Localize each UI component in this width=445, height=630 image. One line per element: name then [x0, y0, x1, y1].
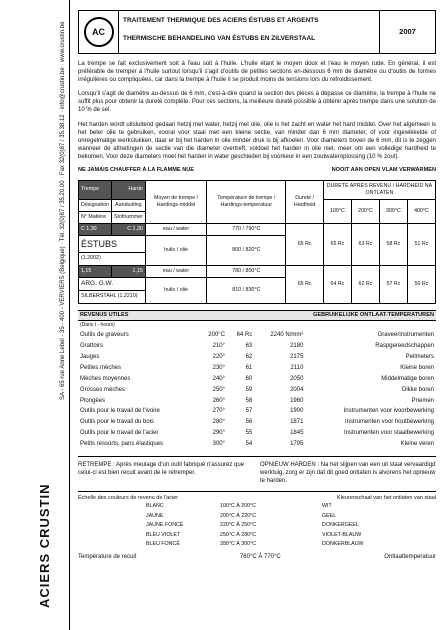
steel-name: ARG. G.W. — [79, 277, 146, 291]
col-moyen: Moyen de trempe / Hardings-middel — [145, 180, 206, 224]
cell-nl: Priemen — [411, 397, 434, 404]
cell-fr: Jauges — [80, 354, 100, 361]
title-nl: THERMISCHE BEHANDELING VAN ÉSTUBS EN ZILVERSTAAL — [123, 34, 316, 42]
cell-rc: 61 — [245, 364, 253, 371]
color-temp: 200°C À 220°C — [220, 512, 257, 519]
r300: 58 Rc — [379, 224, 407, 265]
table-row — [78, 384, 436, 395]
cell-nl: Kleine veren — [400, 441, 434, 448]
color-scale-table — [78, 502, 436, 550]
color-scale-heading — [78, 491, 436, 502]
paragraph-fr-2: Lorsqu'il s'agit de diamètre au-dessus de 6 mm, c'est-à-dire quand la section des pièces à dépasse ce diamètre, la trempe à l'huile ne suffit plus pour obtenir la dureté complète. Pour ces sections, la meilleure dureté possible à obtenir après trempe dans une solution de 10 % de sel. — [78, 91, 436, 114]
cell-nl: Raspgereedschappen — [375, 343, 434, 350]
steel-number: SILBERSTAHL (1.2210) — [79, 291, 146, 303]
cell-temp: 280° — [212, 419, 226, 426]
table-row — [78, 428, 436, 439]
title-fr: TRAITEMENT THERMIQUE DES ACIERS ÉSTUBS ET ARGENTS — [123, 17, 319, 24]
cell-nmm: 2180 — [290, 343, 304, 350]
revenu-title-fr: REVENUS UTILES — [80, 311, 129, 318]
cell-rc: 55 — [245, 430, 253, 437]
temp-b: 810 / 830°C — [207, 277, 286, 303]
company-brand: ACIERS CRUSTIN — [37, 483, 52, 608]
r400: 51 Rc — [407, 224, 435, 265]
header-titles — [119, 11, 379, 53]
desig-b: Aanduiding — [111, 199, 145, 211]
color-head-fr: Échelle des couleurs de revenu de l'acier — [78, 494, 179, 501]
cell-rc: 59 — [245, 386, 253, 393]
cell-temp: 220° — [212, 354, 226, 361]
rev-col-300: 300°C — [379, 199, 407, 223]
desig-a: Désignation — [79, 199, 112, 211]
cell-fr: Mèches moyennes — [80, 375, 131, 382]
table-row — [78, 531, 436, 541]
steel-name: ÉSTUBS — [79, 236, 146, 253]
color-head-nl: Kleurenschaal van het ontlaten van staal — [336, 494, 436, 501]
rev-col-200: 200°C — [351, 199, 379, 223]
note-nl: OPNIEUW HARDEN : Na het slijpen van een uit staal vervaardigd werktuig, zorg er zijn dat dit goed ontlaten is alvorens het opnieuw te harden. — [260, 461, 436, 484]
cell-fr: Grattoirs — [80, 343, 104, 350]
rev-col-100: 100°C — [323, 199, 351, 223]
cell-rc: 56 — [245, 419, 253, 426]
cell-nmm: 1960 — [290, 397, 304, 404]
warning-fr: NE JAMAIS CHAUFFER À LA FLAMME NUE — [78, 167, 195, 174]
code-left: 1,15 — [79, 265, 112, 277]
notes — [78, 456, 436, 485]
moyen-b: huile / olie — [145, 236, 206, 265]
cell-fr: Petits ressorts, pans élastiques — [80, 441, 164, 448]
cell-temp: 200°C — [208, 332, 226, 339]
norm-a: N° Matière — [79, 212, 112, 224]
color-fr: BLEU VIOLET — [146, 531, 181, 538]
temp-a: 780 / 800°C — [207, 265, 286, 277]
code-right: 1,15 — [111, 265, 145, 277]
color-temp: 280°C À 300°C — [220, 541, 257, 548]
color-temp: 250°C À 280°C — [220, 531, 257, 538]
r300: 57 Rc — [379, 265, 407, 303]
cell-fr: Outils pour le travail de l'acier — [80, 430, 159, 437]
cell-nl: Peilmeters — [405, 354, 434, 361]
revenu-table — [78, 330, 436, 450]
cell-nl: Graveerinstrumenten — [377, 332, 434, 339]
cell-rc: 63 — [245, 343, 253, 350]
logo — [79, 11, 119, 53]
cell-nl: Instrumenten voor houtbewerking — [344, 419, 434, 426]
cell-temp: 210° — [212, 343, 226, 350]
cell-temp: 250° — [212, 386, 226, 393]
cell-rc: 62 — [245, 354, 253, 361]
revenu-heading — [78, 310, 436, 322]
r200: 63 Rc — [351, 224, 379, 265]
temp-b: 800 / 820°C — [207, 236, 286, 265]
code-left: C 1,30 — [79, 224, 112, 236]
cell-fr: Grosses mèches — [80, 386, 126, 393]
cell-fr: Plongées — [80, 397, 106, 404]
table-row — [78, 352, 436, 363]
cell-temp: 290° — [212, 430, 226, 437]
steel-number: (1.2002) — [79, 253, 146, 265]
paragraph-nl: Het harden wordt uitsluitend gedaan hetzij met water, hetzij met olie, olie is het zacht en water het hard middel. Over het algemeen is het beter olie te gebruiken, vooral voor staal met een kleine sectie, van minder dan 6 mm diameter, of voor ingewikkelde of onregelmatige werkstukken, daar er bij het harden in olie minder druk is bij afkoelen. Voor diameters boven de 6 mm, dit is te zeggen wanneer de afmetingen de sectie van die diameter overtreft, voldoet het harden in olie niet, meer om een volledige hardheid te bekomen. Voor deze diameters moet het harden in water geschieden bij voorkeur in een zoutwateroplossing (10 % zout). — [78, 121, 436, 160]
table-row — [78, 512, 436, 522]
r200: 62 Rc — [351, 265, 379, 303]
note-fr: RETREMPE : Après meulage d'un outil fabriqué n'assurez que celui-ci est bien recuit avant de le retremper. — [78, 461, 245, 476]
cell-nmm: 2004 — [290, 386, 304, 393]
revenu-subtitle: (Dans I - hours) — [80, 322, 115, 329]
table-row — [78, 417, 436, 428]
cell-nmm: 2050 — [290, 375, 304, 382]
hardness: 65 Rc — [286, 265, 324, 303]
cell-temp: 240° — [212, 375, 226, 382]
company-address: SA - 65 rue Anne Lebel - 35 - 400 - VERVIERS (Belgique) · Tél. 32(0)87 / 35.20.00 · Fax 32(0)87 / 35.38.12 · info@crustin.be · www.crustin.be — [60, 21, 66, 400]
header-cell: Trempe — [79, 180, 112, 199]
moyen-a: eau / water — [145, 224, 206, 236]
paragraph-fr-1: La trempe se fait exclusivement soit à l'eau soit à l'huile. L'huile étant le moyen doux et l'eau le moyen rude. En général, il est préférable de tremper à l'huile surtout lorsqu'il s'agit d'outils de petites sections en-dessous 6 mm de diamètre ou d'outils de formes irrégulières ou compliquées, car dans la trempe à l'huile il se produit moins de tensions lors du refroidissement. — [78, 61, 436, 84]
cell-rc: 58 — [245, 397, 253, 404]
cell-temp: 230° — [212, 364, 226, 371]
cell-nmm: 1845 — [290, 430, 304, 437]
r100: 64 Rc — [323, 265, 351, 303]
code-right: C 1,30 — [111, 224, 145, 236]
table-row — [78, 502, 436, 512]
cell-nmm: 1900 — [290, 408, 304, 415]
cell-nmm: 1871 — [290, 419, 304, 426]
color-fr: JAUNE — [146, 512, 164, 519]
cell-nl: Middelmatige boren — [381, 375, 434, 382]
year: 2007 — [379, 11, 435, 53]
table-row — [78, 395, 436, 406]
document-header — [78, 10, 436, 54]
annealing-temp: 760°C À 770°C — [239, 553, 281, 560]
table-row — [78, 341, 436, 352]
cell-nl: Instrumenten voor staalbewerking — [343, 430, 434, 437]
cell-nmm: 2240 N/mm² — [270, 332, 304, 339]
color-nl: DONKERBLAUW — [322, 541, 364, 548]
cell-nmm: 1795 — [290, 441, 304, 448]
table-row — [78, 540, 436, 550]
cell-temp: 270° — [212, 408, 226, 415]
cell-nmm: 2110 — [290, 364, 304, 371]
col-durete: Dureté / Hardheid — [286, 180, 324, 224]
cell-fr: Outils pour le travail de l'ivoire — [80, 408, 160, 415]
table-row — [78, 373, 436, 384]
table-row — [78, 439, 436, 450]
warning-nl: NOOIT AAN OPEN VLAM VERWARMEN — [331, 167, 436, 174]
color-nl: VIOLET-BLAUW — [322, 531, 362, 538]
cell-fr: Outils de graveurs — [80, 332, 129, 339]
table-row — [78, 363, 436, 374]
document-page — [78, 10, 436, 561]
cell-temp: 300° — [212, 441, 226, 448]
color-fr: JAUNE FONCÉ — [146, 522, 184, 529]
table-row — [78, 406, 436, 417]
cell-fr: Petites mèches — [80, 364, 122, 371]
rev-col-400: 400°C — [407, 199, 435, 223]
color-temp: 100°C À 200°C — [220, 503, 257, 510]
header-cell: Harde — [111, 180, 145, 199]
color-temp: 220°C À 250°C — [220, 522, 257, 529]
r400: 50 Rc — [407, 265, 435, 303]
norm-b: Stofnummer — [111, 212, 145, 224]
annealing-row — [78, 553, 436, 561]
moyen-a: eau / water — [145, 265, 206, 277]
cell-temp: 260° — [212, 397, 226, 404]
annealing-label-nl: Ontlaattemperatuur — [384, 553, 436, 560]
cell-fr: Outils pour le travail du bois — [80, 419, 155, 426]
annealing-label-fr: Température de recuit — [78, 553, 137, 560]
r100: 65 Rc — [323, 224, 351, 265]
color-fr: BLEU FONCÉ — [146, 541, 180, 548]
color-nl: GEEL — [322, 512, 337, 519]
hardness: 65 Rc — [286, 224, 324, 265]
moyen-b: huile / olie — [145, 277, 206, 303]
color-fr: BLANC — [146, 503, 164, 510]
logo-mark: AC — [84, 17, 114, 47]
color-nl: DONKERGEEL — [322, 522, 359, 529]
cell-rc: 57 — [245, 408, 253, 415]
revenu-title-nl: GEBRUIKELIJKE ONTLAAT-TEMPERATUREN — [313, 311, 434, 318]
table-row — [79, 265, 436, 277]
cell-nmm: 2175 — [290, 354, 304, 361]
cell-rc: 54 — [245, 441, 253, 448]
hardening-table — [78, 180, 436, 304]
cell-nl: Instrumenten voor ivoorbewerking — [343, 408, 434, 415]
temp-a: 770 / 790°C — [207, 224, 286, 236]
cell-nl: Dikke boren — [401, 386, 434, 393]
table-row — [78, 521, 436, 531]
col-temp: Température de trempe / Hardings-temperatuur — [207, 180, 286, 224]
col-revenu: DURETÉ APRÈS REVENU / HARDHEID NA ONTLATEN — [323, 180, 435, 199]
warning-row — [78, 167, 436, 175]
color-nl: WIT — [322, 503, 332, 510]
table-row — [79, 224, 436, 236]
cell-rc: 64 Rc — [236, 332, 253, 339]
cell-rc: 60 — [245, 375, 253, 382]
table-row — [78, 330, 436, 341]
cell-nl: Kleine boren — [400, 364, 434, 371]
